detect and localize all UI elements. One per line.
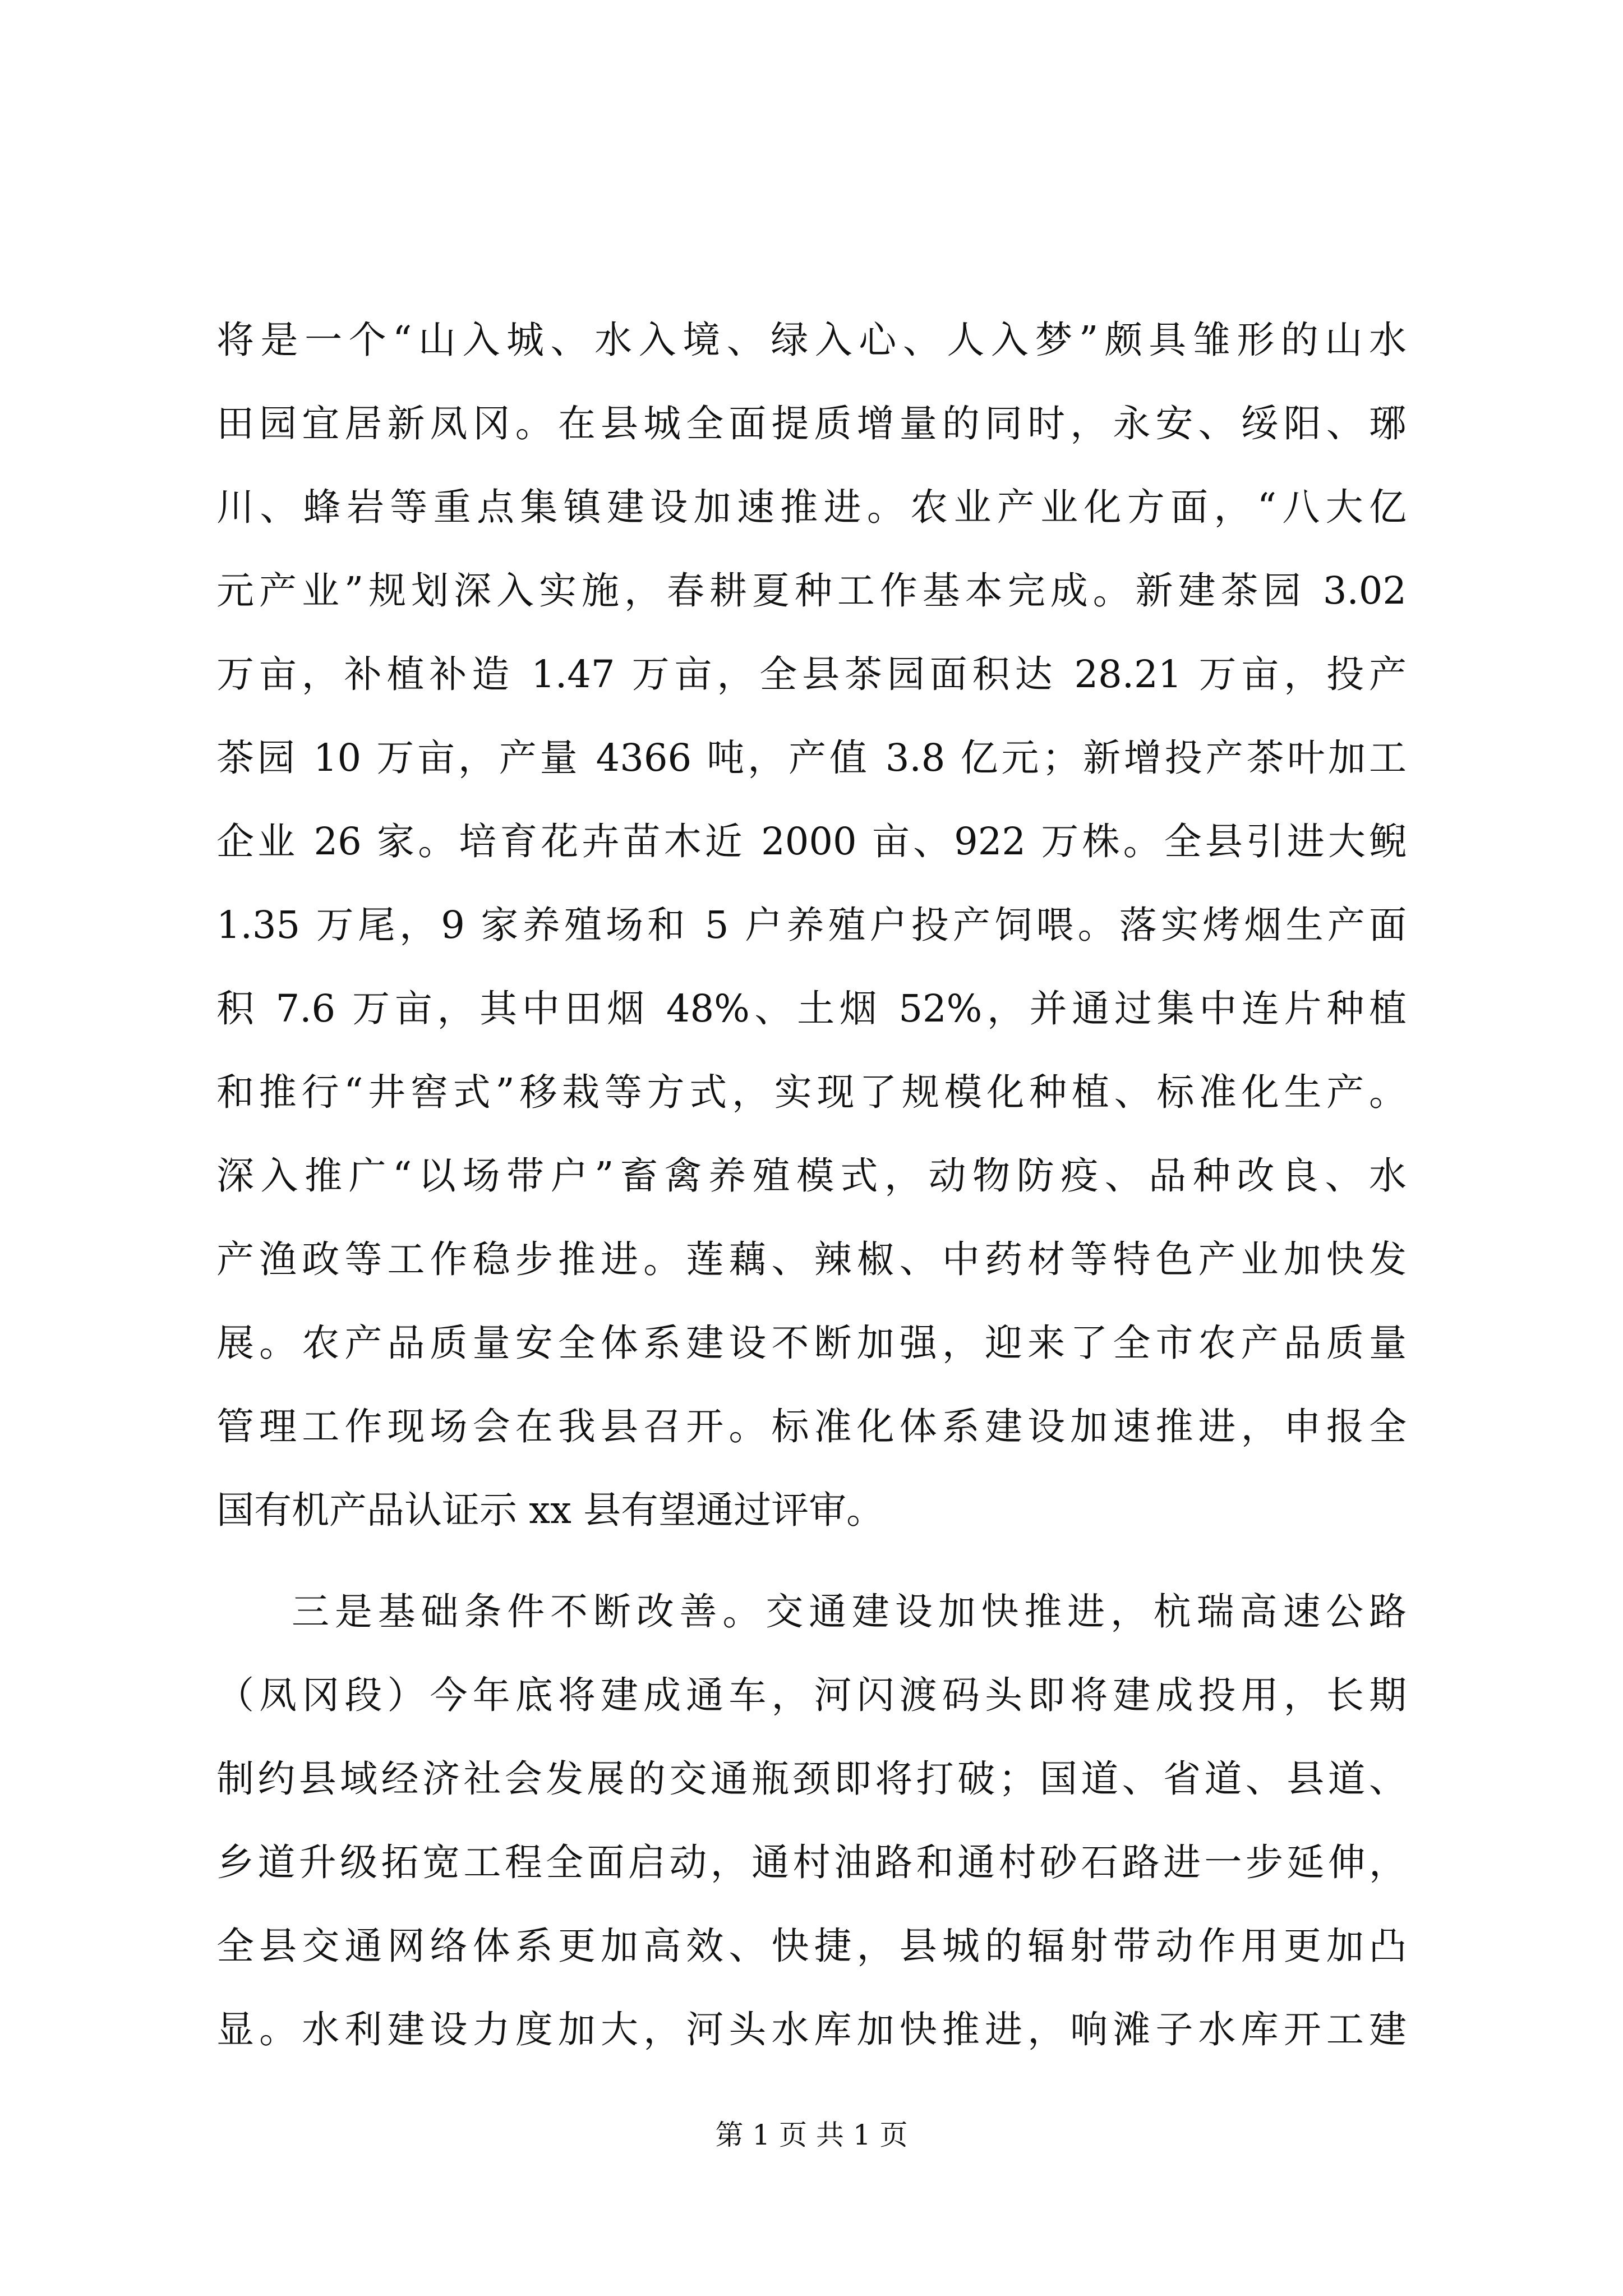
text-line: 全县交通网络体系更加高效、快捷，县城的辐射带动作用更加凸 xyxy=(216,1924,1407,1968)
text-line: 深入推广“以场带户”畜禽养殖模式，动物防疫、品种改良、水 xyxy=(216,1154,1407,1198)
text-line: 元产业”规划深入实施，春耕夏种工作基本完成。新建茶园 3.02 xyxy=(216,569,1407,613)
text-line: 企业 26 家。培育花卉苗木近 2000 亩、922 万株。全县引进大鲵 xyxy=(216,820,1407,863)
text-line: 管理工作现场会在我县召开。标准化体系建设加速推进，申报全 xyxy=(216,1405,1407,1448)
text-line: 田园宜居新凤冈。在县城全面提质增量的同时，永安、绥阳、琊 xyxy=(216,402,1407,445)
page-number-footer: 第 1 页 共 1 页 xyxy=(715,2119,908,2151)
text-line: 积 7.6 万亩，其中田烟 48%、土烟 52%，并通过集中连片种植 xyxy=(216,987,1407,1030)
text-line: 和推行“井窖式”移栽等方式，实现了规模化种植、标准化生产。 xyxy=(216,1070,1407,1114)
text-line: （凤冈段）今年底将建成通车，河闪渡码头即将建成投用，长期 xyxy=(216,1673,1407,1717)
text-line: 乡道升级拓宽工程全面启动，通村油路和通村砂石路进一步延伸， xyxy=(216,1841,1407,1884)
text-line: 产渔政等工作稳步推进。莲藕、辣椒、中药材等特色产业加快发 xyxy=(216,1237,1407,1281)
text-line: 川、蜂岩等重点集镇建设加速推进。农业产业化方面，“八大亿 xyxy=(216,485,1407,529)
text-line: 国有机产品认证示 xx 县有望通过评审。 xyxy=(216,1488,884,1532)
body-text xyxy=(216,298,1407,2072)
text-line: 三是基础条件不断改善。交通建设加快推进，杭瑞高速公路 xyxy=(292,1590,1407,1634)
text-line: 1.35 万尾，9 家养殖场和 5 户养殖户投产饲喂。落实烤烟生产面 xyxy=(216,903,1407,947)
text-line: 制约县域经济社会发展的交通瓶颈即将打破；国道、省道、县道、 xyxy=(216,1757,1407,1801)
text-line: 万亩，补植补造 1.47 万亩，全县茶园面积达 28.21 万亩，投产 xyxy=(216,652,1407,696)
text-line: 展。农产品质量安全体系建设不断加强，迎来了全市农产品质量 xyxy=(216,1321,1407,1365)
text-line: 茶园 10 万亩，产量 4366 吨，产值 3.8 亿元；新增投产茶叶加工 xyxy=(216,736,1407,780)
text-line: 将是一个“山入城、水入境、绿入心、人入梦”颇具雏形的山水 xyxy=(216,318,1407,362)
text-line: 显。水利建设力度加大，河头水库加快推进，响滩子水库开工建 xyxy=(216,2008,1407,2051)
